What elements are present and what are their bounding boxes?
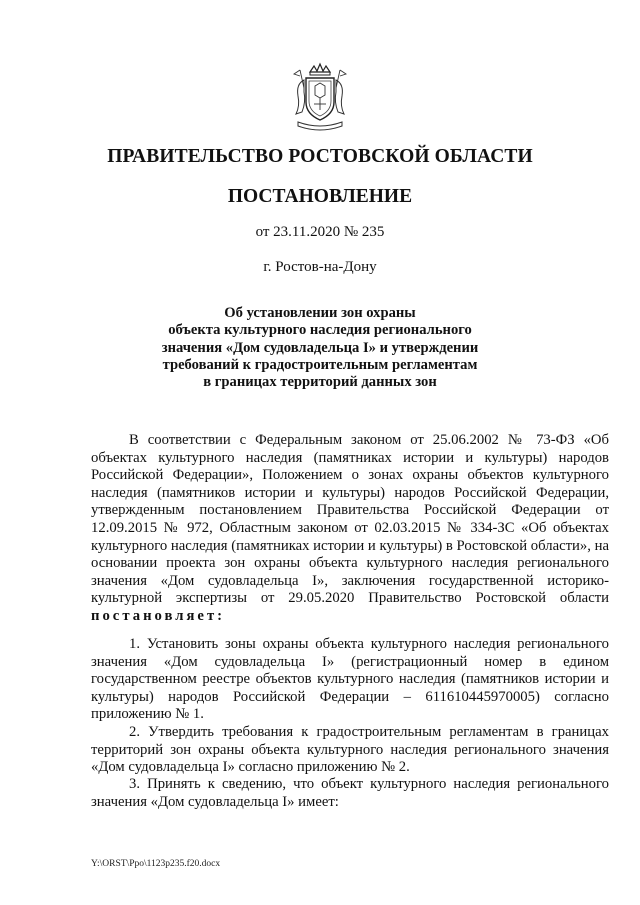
date-number-line: от 23.11.2020 № 235	[255, 224, 385, 240]
subject-line: объекта культурного наследия регионального	[168, 322, 472, 339]
resolves-word: постановляет:	[91, 607, 226, 624]
city-line: г. Ростов-на-Дону	[263, 259, 377, 275]
item-1-paragraph: 1. Установить зоны охраны объекта культурного наследия регионального значения «Дом судовладельца I» (регистрационный номер в едином государственном реестре объектов культурного наследия (памятников истории и культуры) народов Российской Федерации – 611610445970005) согласно приложению № 1.	[91, 636, 609, 723]
subject-line: в границах территорий данных зон	[203, 374, 437, 391]
file-path-footer: Y:\ORST\Ppo\1123p235.f20.docx	[91, 859, 221, 869]
item-2-paragraph: 2. Утвердить требования к градостроительным регламентам в границах территорий зон охраны объекта культурного наследия регионального значения «Дом судовладельца I» согласно приложению № 2.	[91, 724, 609, 776]
subject-line: требований к градостроительным регламентам	[162, 356, 478, 373]
coat-of-arms-icon	[288, 62, 352, 134]
decree-subject	[0, 305, 640, 391]
item-3-paragraph: 3. Принять к сведению, что объект культурного наследия регионального значения «Дом судовладельца I» имеет:	[91, 776, 609, 810]
government-title: ПРАВИТЕЛЬСТВО РОСТОВСКОЙ ОБЛАСТИ	[107, 146, 533, 167]
preamble-text: В соответствии с Федеральным законом от 25.06.2002 № 73-ФЗ «Об объектах культурного наследия (памятниках истории и культуры) народов Российской Федерации», Положением о зонах охраны объектов культурного наследия (памятников истории и культуры) народов Российской Федерации, утвержденным постановлением Правительства Российской Федерации от 12.09.2015 № 972, Областным законом от 02.03.2015 № 334-ЗС «Об объектах культурного наследия (памятниках истории и культуры) в Ростовской области», на основании проекта зон охраны объекта культурного наследия регионального значения «Дом судовладельца I», заключения государственной историко-культурной экспертизы от 29.05.2020 Правительство Ростовской области	[91, 432, 609, 607]
preamble-paragraph	[91, 432, 609, 626]
subject-line: Об установлении зон охраны	[224, 305, 416, 321]
subject-line: значения «Дом судовладельца I» и утверждении	[161, 339, 479, 356]
document-type-title: ПОСТАНОВЛЕНИЕ	[227, 186, 413, 207]
